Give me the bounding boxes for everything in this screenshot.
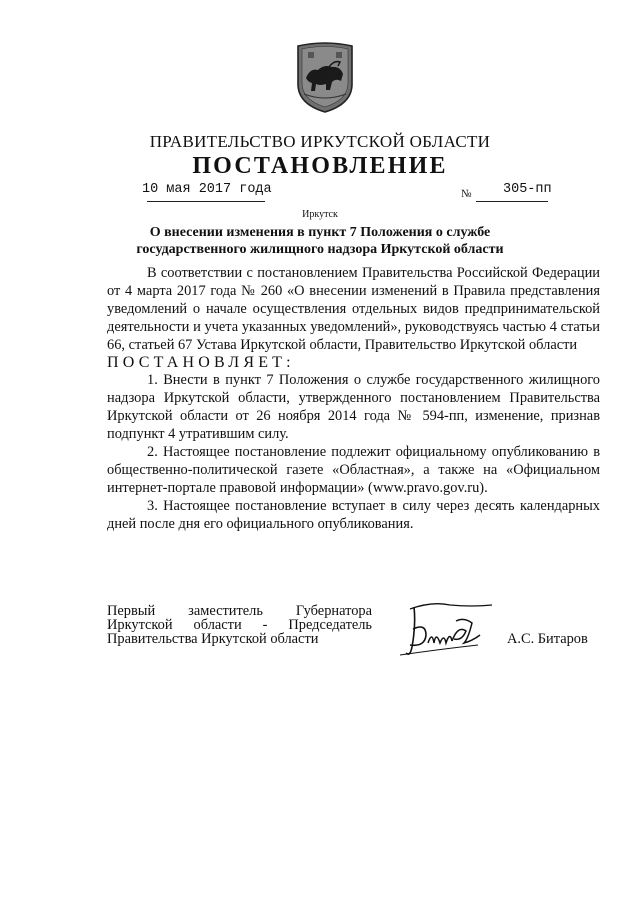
government-title: ПРАВИТЕЛЬСТВО ИРКУТСКОЙ ОБЛАСТИ [149, 132, 491, 151]
document-body [107, 264, 600, 533]
number-underline [476, 201, 548, 202]
item-paragraph-3: 3. Настоящее постановление вступает в силу через десять календарных дней после дня его официального опубликования. [107, 498, 600, 532]
number-sign: № [461, 188, 472, 200]
decree-word: ПОСТАНОВЛЯЕТ: [107, 354, 295, 371]
document-number: 305-пп [503, 182, 552, 197]
signer-position-line: Первый заместитель Губернатора [107, 603, 372, 619]
item-paragraph-2: 2. Настоящее постановление подлежит официальному опубликованию в общественно-политической газете «Областная», а также на «Официальном интернет-портале правовой информации» (www.pravo.gov.ru). [107, 444, 600, 496]
handwritten-signature-icon [392, 595, 502, 665]
signer-name: А.С. Битаров [507, 631, 588, 647]
document-subject: О внесении изменения в пункт 7 Положения о службе государственного жилищного надзора Иркутской области [136, 225, 504, 257]
signer-position [107, 604, 372, 646]
city: Иркутск [302, 209, 338, 220]
signer-position-line: Иркутской области - Председатель [107, 617, 372, 633]
coat-of-arms-icon [296, 40, 354, 114]
item-paragraph-1: 1. Внести в пункт 7 Положения о службе государственного жилищного надзора Иркутской области, утвержденного постановлением Правительства Иркутской области от 26 ноября 2014 года № 594-пп, изменение, признав подпункт 4 утратившим силу. [107, 372, 600, 442]
preamble-paragraph: В соответствии с постановлением Правительства Российской Федерации от 4 марта 2017 года № 260 «О внесении изменений в Правила представления уведомлений о начале осуществления отдельных видов предпринимательской деятельности и учета указанных уведомлений», руководствуясь частью 4 статьи 66, статьей 67 Устава Иркутской области, Правительство Иркутской области [107, 265, 600, 353]
signer-position-line: Правительства Иркутской области [107, 631, 319, 647]
document-type: ПОСТАНОВЛЕНИЕ [192, 153, 448, 179]
document-date: 10 мая 2017 года [142, 182, 272, 197]
date-underline [147, 201, 265, 202]
